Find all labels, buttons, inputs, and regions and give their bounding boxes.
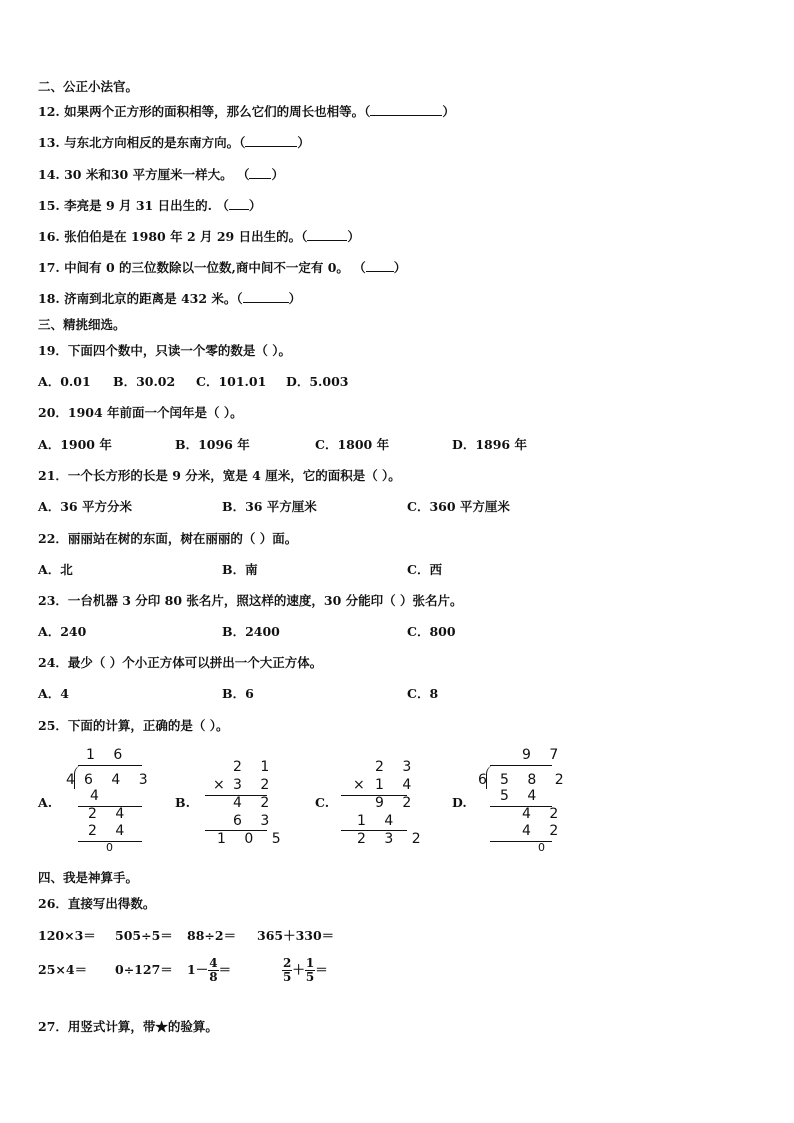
question-27: 27．用竖式计算，带★的验算。 xyxy=(38,1019,218,1034)
question-24: 24．最少（ ）个小正方体可以拼出一个大正方体。 xyxy=(38,655,323,670)
section-2-title: 二、公正小法官。 xyxy=(38,79,139,94)
question-19: 19．下面四个数中，只读一个零的数是（ ）。 xyxy=(38,343,291,358)
option-b[interactable]: B．南 xyxy=(222,562,258,577)
calc-option-c[interactable]: C. 2 3 × 1 4 9 2 1 4 2 3 2 xyxy=(315,759,428,847)
question-12: 12. 如果两个正方形的面积相等，那么它们的周长也相等。（ ） xyxy=(38,104,455,119)
answer-blank[interactable] xyxy=(245,135,297,147)
answer-blank[interactable] xyxy=(229,198,249,210)
question-21: 21．一个长方形的长是 9 分米，宽是 4 厘米，它的面积是（ ）。 xyxy=(38,468,401,483)
expr-6: 0÷127＝ xyxy=(115,962,173,977)
option-c[interactable]: C．360 平方厘米 xyxy=(407,499,510,514)
section-4-title: 四、我是神算手。 xyxy=(38,870,139,885)
question-18: 18. 济南到北京的距离是 432 米。（ ） xyxy=(38,291,302,306)
option-b[interactable]: B．36 平方厘米 xyxy=(222,499,317,514)
option-c[interactable]: C．8 xyxy=(407,686,439,701)
quotient: 1 6 xyxy=(86,747,130,763)
question-20: 20．1904 年前面一个闰年是（ ）。 xyxy=(38,405,243,420)
divisor: 6 xyxy=(478,772,494,788)
option-a[interactable]: A．240 xyxy=(38,624,87,639)
calc-option-b[interactable]: B. 2 1 × 3 2 4 2 6 3 1 0 5 xyxy=(175,759,288,847)
option-b[interactable]: B．6 xyxy=(222,686,254,701)
calc-option-a[interactable]: A. 1 6 4 6 4 3 4 2 4 2 4 0 xyxy=(38,747,155,854)
expr-4: 365＋330＝ xyxy=(257,928,335,943)
option-a[interactable]: A．36 平方分米 xyxy=(38,499,132,514)
calc-option-d[interactable]: D. 9 7 6 5 8 2 5 4 4 2 4 2 0 xyxy=(452,747,571,854)
divisor: 4 xyxy=(66,772,82,788)
dividend: 6 4 3 xyxy=(84,772,155,788)
expr-7: 1－ $\frac{4}{8}$ ＝ xyxy=(187,955,232,984)
section-3-title: 三、精挑细选。 xyxy=(38,317,126,332)
quotient: 9 7 xyxy=(522,747,566,763)
option-c[interactable]: C．西 xyxy=(407,562,442,577)
option-d[interactable]: D．5.003 xyxy=(286,374,349,389)
option-b[interactable]: B．2400 xyxy=(222,624,280,639)
question-15: 15. 李亮是 9 月 31 日出生的. （ ） xyxy=(38,198,262,213)
answer-blank[interactable] xyxy=(370,104,442,116)
question-13: 13. 与东北方向相反的是东南方向。（ ） xyxy=(38,135,310,150)
option-a[interactable]: A．北 xyxy=(38,562,73,577)
question-14: 14. 30 米和30 平方厘米一样大。 （ ） xyxy=(38,167,284,182)
answer-blank[interactable] xyxy=(366,260,394,272)
question-23: 23．一台机器 3 分印 80 张名片，照这样的速度，30 分能印（ ）张名片。 xyxy=(38,593,463,608)
question-16: 16. 张伯伯是在 1980 年 2 月 29 日出生的。（ ） xyxy=(38,229,360,244)
expr-5: 25×4＝ xyxy=(38,962,88,977)
expr-1: 120×3＝ xyxy=(38,928,96,943)
expr-2: 505÷5＝ xyxy=(115,928,173,943)
option-a[interactable]: A．4 xyxy=(38,686,69,701)
expr-3: 88÷2＝ xyxy=(187,928,237,943)
answer-blank[interactable] xyxy=(243,291,289,303)
option-c[interactable]: C．101.01 xyxy=(196,374,267,389)
option-b[interactable]: B．30.02 xyxy=(113,374,176,389)
option-b[interactable]: B．1096 年 xyxy=(175,437,250,452)
option-a[interactable]: A．1900 年 xyxy=(38,437,112,452)
answer-blank[interactable] xyxy=(307,229,347,241)
option-c[interactable]: C．1800 年 xyxy=(315,437,390,452)
dividend: 5 8 2 xyxy=(500,772,571,788)
option-c[interactable]: C．800 xyxy=(407,624,456,639)
question-22: 22．丽丽站在树的东面，树在丽丽的（ ）面。 xyxy=(38,531,298,546)
option-a[interactable]: A．0.01 xyxy=(38,374,91,389)
question-25: 25．下面的计算，正确的是（ ）。 xyxy=(38,718,229,733)
question-26: 26．直接写出得数。 xyxy=(38,896,156,911)
option-d[interactable]: D．1896 年 xyxy=(452,437,527,452)
expr-8: $\frac{2}{5}$ ＋ $\frac{1}{5}$ ＝ xyxy=(283,955,328,984)
answer-blank[interactable] xyxy=(249,167,271,179)
question-17: 17. 中间有 0 的三位数除以一位数,商中间不一定有 0。 （ ） xyxy=(38,260,407,275)
